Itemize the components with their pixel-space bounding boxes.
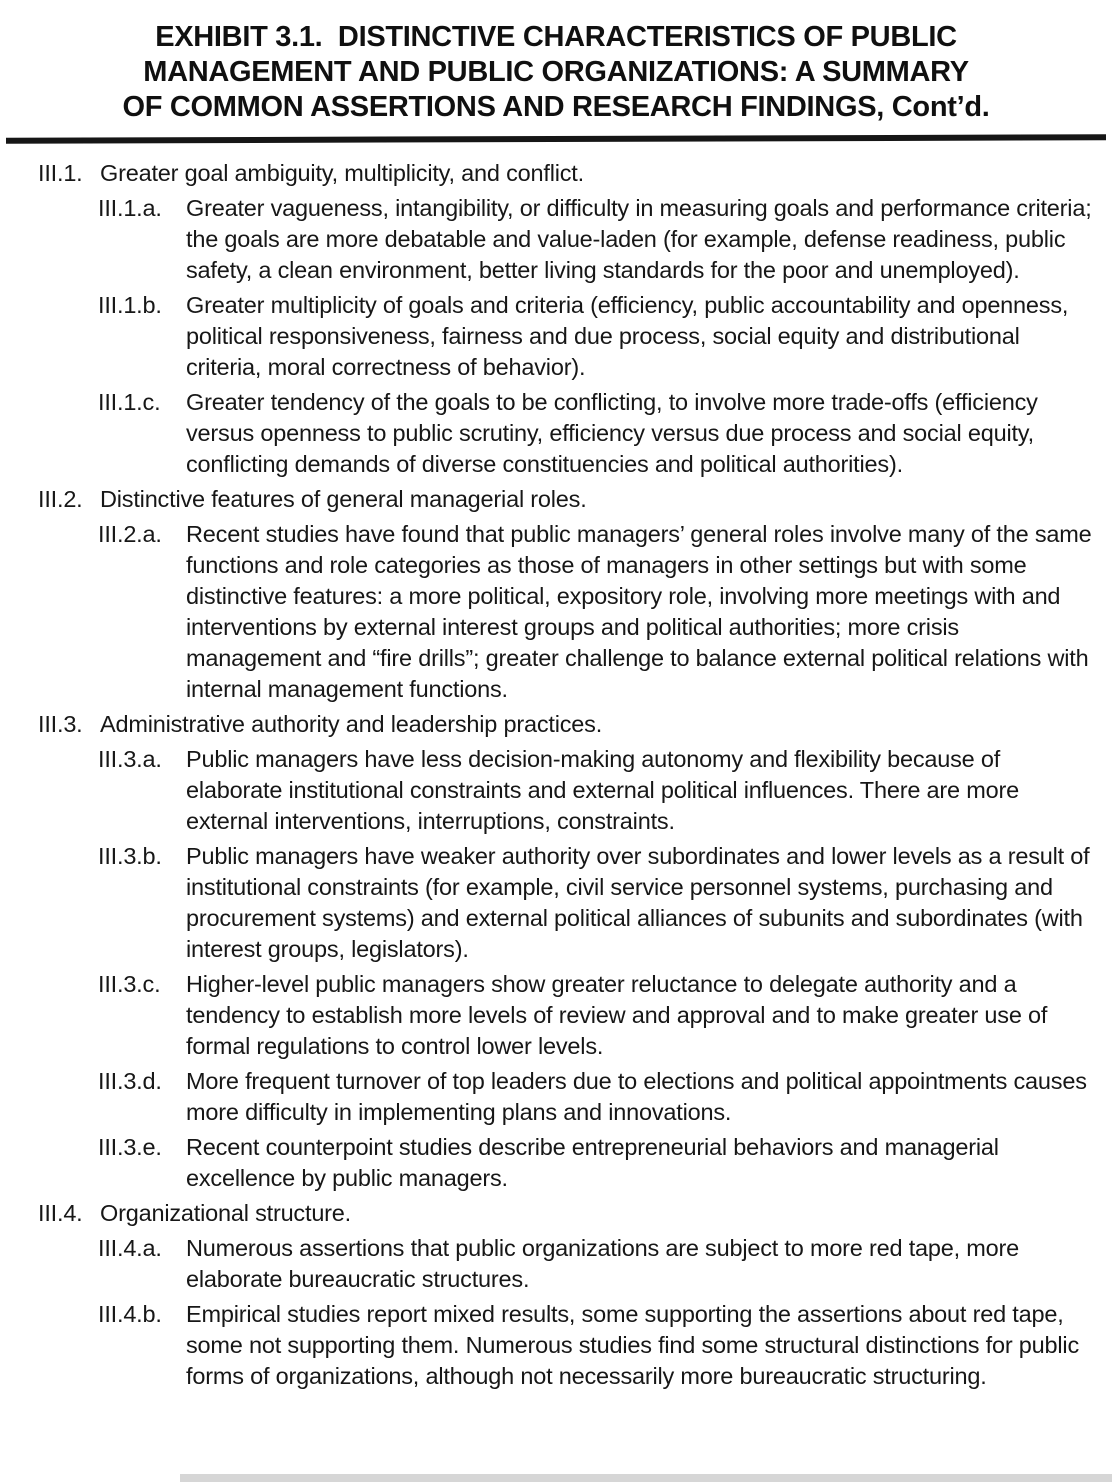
item-number: III.1. — [38, 160, 83, 186]
item-text: Higher-level public managers show greater reluctance to delegate authority and a tendency to establish more levels of review and approval and to make greater use of formal regulations to control lower levels. — [186, 971, 1048, 1059]
item-text: Recent studies have found that public managers’ general roles involve many of the same functions and role categories as those of managers in other settings but with some distinctive features: a more political, expository role, involving more meetings with and interventions by external interest groups and political authorities; more crisis management and “fire drills”; greater challenge to balance external political relations with internal management functions. — [186, 521, 1092, 702]
item-number: III.3.c. — [98, 971, 161, 997]
item-text: Greater multiplicity of goals and criteria (efficiency, public accountability and openness, political responsiveness, fairness and due process, social equity and distributional criteria, moral correctness of behavior). — [186, 292, 1069, 380]
exhibit-title-line-2: MANAGEMENT AND PUBLIC ORGANIZATIONS: A SUMMARY — [143, 56, 969, 88]
item-number: III.3. — [38, 711, 83, 737]
outline-subitem-iii-1-b — [38, 290, 1092, 383]
item-text: Public managers have less decision-making autonomy and flexibility because of elaborate institutional constraints and external political influences. There are more external interventions, interruptions, constraints. — [186, 746, 1019, 834]
item-number: III.3.a. — [98, 746, 162, 772]
next-section-edge — [180, 1474, 1112, 1482]
outline-item-iii-4 — [38, 1198, 1092, 1229]
item-text: Administrative authority and leadership practices. — [100, 711, 603, 737]
item-number: III.4.b. — [98, 1301, 162, 1327]
item-text: Greater tendency of the goals to be conflicting, to involve more trade-offs (efficiency versus openness to public scrutiny, efficiency versus due process and social equity, conflicting demands of diverse constituencies and political authorities). — [186, 389, 1038, 477]
item-number: III.2. — [38, 486, 83, 512]
item-number: III.1.a. — [98, 195, 162, 221]
outline-item-iii-3 — [38, 709, 1092, 740]
outline-subitem-iii-4-b — [38, 1299, 1092, 1392]
item-text: Public managers have weaker authority over subordinates and lower levels as a result of institutional constraints (for example, civil service personnel systems, purchasing and procurement systems) and external political alliances of subunits and subordinates (with interest groups, legislators). — [186, 843, 1090, 962]
item-text: Greater vagueness, intangibility, or difficulty in measuring goals and performance criteria; the goals are more debatable and value-laden (for example, defense readiness, public safety, a clean environment, better living standards for the poor and unemployed). — [186, 195, 1092, 283]
item-text: Greater goal ambiguity, multiplicity, and conflict. — [100, 160, 584, 186]
exhibit-title-line-1: EXHIBIT 3.1. DISTINCTIVE CHARACTERISTICS OF PUBLIC — [155, 21, 957, 53]
item-number: III.2.a. — [98, 521, 162, 547]
outline-subitem-iii-1-c — [38, 387, 1092, 480]
item-text: Empirical studies report mixed results, some supporting the assertions about red tape, some not supporting them. Numerous studies find some structural distinctions for public forms of organizations, although not necessarily more bureaucratic structuring. — [186, 1301, 1079, 1389]
outline-subitem-iii-4-a — [38, 1233, 1092, 1295]
item-number: III.3.e. — [98, 1134, 162, 1160]
exhibit-title — [0, 0, 1112, 125]
item-text: Recent counterpoint studies describe entrepreneurial behaviors and managerial excellence by public managers. — [186, 1134, 999, 1191]
outline-subitem-iii-3-d — [38, 1066, 1092, 1128]
outline-subitem-iii-2-a — [38, 519, 1092, 705]
outline-item-iii-2 — [38, 484, 1092, 515]
item-text: Numerous assertions that public organizations are subject to more red tape, more elaborate bureaucratic structures. — [186, 1235, 1020, 1292]
item-number: III.1.c. — [98, 389, 161, 415]
item-number: III.3.b. — [98, 843, 162, 869]
outline-subitem-iii-3-e — [38, 1132, 1092, 1194]
item-number: III.1.b. — [98, 292, 162, 318]
item-number: III.3.d. — [98, 1068, 162, 1094]
item-number: III.4.a. — [98, 1235, 162, 1261]
exhibit-title-line-3: OF COMMON ASSERTIONS AND RESEARCH FINDINGS, Cont’d. — [122, 91, 990, 123]
outline-item-iii-1 — [38, 158, 1092, 189]
item-number: III.4. — [38, 1200, 83, 1226]
item-text: More frequent turnover of top leaders due to elections and political appointments causes more difficulty in implementing plans and innovations. — [186, 1068, 1087, 1125]
outline-list — [0, 158, 1112, 1392]
outline-subitem-iii-3-c — [38, 969, 1092, 1062]
title-divider-rule — [6, 134, 1106, 143]
item-text: Distinctive features of general managerial roles. — [100, 486, 587, 512]
item-text: Organizational structure. — [100, 1200, 352, 1226]
outline-subitem-iii-3-a — [38, 744, 1092, 837]
outline-subitem-iii-3-b — [38, 841, 1092, 965]
outline-subitem-iii-1-a — [38, 193, 1092, 286]
